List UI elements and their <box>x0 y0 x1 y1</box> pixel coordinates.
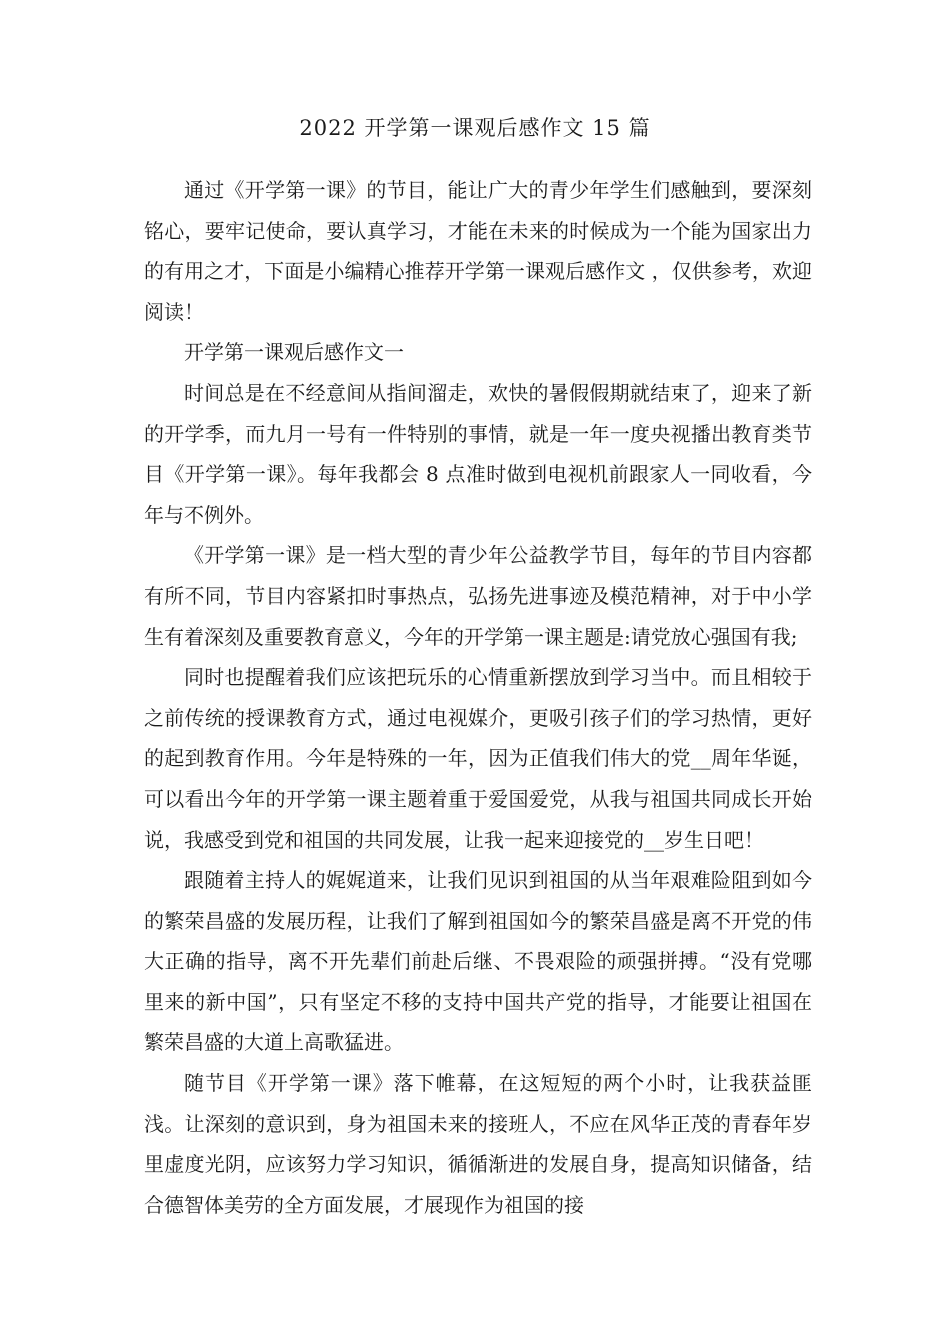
section-heading: 开学第一课观后感作文一 <box>184 340 404 365</box>
paragraph: 同时也提醒着我们应该把玩乐的心情重新摆放到学习当中。而且相较于之前传统的授课教育方式，通过电视媒介，更吸引孩子们的学习热情，更好的起到教育作用。今年是特殊的一年，因为正值我们伟大的党__周年华诞，可以看出今年的开学第一课主题着重于爱国爱党，从我与祖国共同成长开始说，我感受到党和祖国的共同发展，让我一起来迎接党的__岁生日吧！ <box>144 665 812 852</box>
paragraph: 随节目《开学第一课》落下帷幕，在这短短的两个小时，让我获益匪浅。让深刻的意识到，身为祖国未来的接班人，不应在风华正茂的青春年岁里虚度光阴，应该努力学习知识，循循渐进的发展自身，提高知识储备，结合德智体美劳的全方面发展，才展现作为祖国的接 <box>144 1071 812 1217</box>
paragraph-intro: 通过《开学第一课》的节目，能让广大的青少年学生们感触到，要深刻铭心，要牢记使命，要认真学习，才能在未来的时候成为一个能为国家出力的有用之才，下面是小编精心推荐开学第一课观后感作文 ，仅供参考，欢迎阅读！ <box>144 178 812 324</box>
document-body <box>144 170 812 1225</box>
document-title: 2022 开学第一课观后感作文 15 篇 <box>299 116 651 140</box>
paragraph: 《开学第一课》是一档大型的青少年公益教学节目，每年的节目内容都有所不同，节目内容紧扣时事热点，弘扬先进事迹及模范精神，对于中小学生有着深刻及重要教育意义，今年的开学第一课主题是:请党放心强国有我; <box>144 543 812 649</box>
paragraph: 跟随着主持人的娓娓道来，让我们见识到祖国的从当年艰难险阻到如今的繁荣昌盛的发展历程，让我们了解到祖国如今的繁荣昌盛是离不开党的伟大正确的指导，离不开先辈们前赴后继、不畏艰险的顽强拼搏。“没有党哪里来的新中国”，只有坚定不移的支持中国共产党的指导，才能要让祖国在繁荣昌盛的大道上高歌猛进。 <box>144 868 812 1055</box>
paragraph: 时间总是在不经意间从指间溜走，欢快的暑假假期就结束了，迎来了新的开学季，而九月一号有一件特别的事情，就是一年一度央视播出教育类节目《开学第一课》。每年我都会 8 点准时做到电视机前跟家人一同收看，今年与不例外。 <box>144 380 812 527</box>
